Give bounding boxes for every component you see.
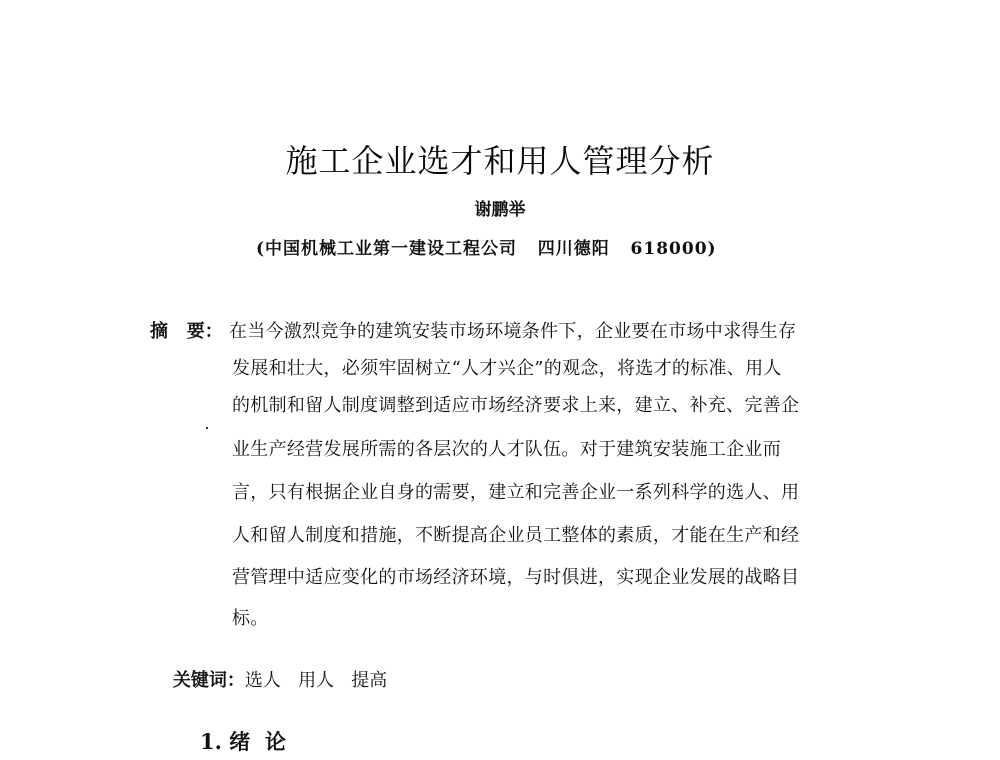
- abstract-line: 言，只有根据企业自身的需要，建立和完善企业一系列科学的选人、用: [232, 482, 800, 503]
- abstract-label: 摘 要：: [150, 321, 223, 342]
- keywords-label: 关键词：: [172, 670, 245, 691]
- section-heading: 1. 绪 论: [200, 729, 286, 754]
- abstract-line: 营管理中适应变化的市场经济环境，与时俱进，实现企业发展的战略目: [232, 567, 800, 588]
- abstract-line: 标。: [232, 608, 269, 629]
- abstract-line: 发展和壮大，必须牢固树立“人才兴企”的观念，将选才的标准、用人: [232, 358, 782, 379]
- scan-artifact: [206, 427, 208, 429]
- abstract-line: 人和留人制度和措施，不断提高企业员工整体的素质，才能在生产和经: [232, 525, 800, 546]
- author-affiliation: (中国机械工业第一建设工程公司 四川德阳 618000): [256, 239, 717, 259]
- abstract-line: 业生产经营发展所需的各层次的人才队伍。对于建筑安装施工企业而: [232, 439, 781, 460]
- author-name: 谢鹏举: [474, 200, 526, 220]
- keyword: 用人: [298, 670, 335, 691]
- paper-title: 施工企业选才和用人管理分析: [285, 142, 715, 180]
- abstract-line: 的机制和留人制度调整到适应市场经济要求上来，建立、补充、完善企: [232, 395, 800, 416]
- keywords-line: [150, 645, 387, 717]
- abstract-line: 在当今激烈竞争的建筑安装市场环境条件下，企业要在市场中求得生存: [229, 321, 797, 342]
- keyword: 选人: [244, 670, 281, 691]
- keyword: 提高: [351, 670, 388, 691]
